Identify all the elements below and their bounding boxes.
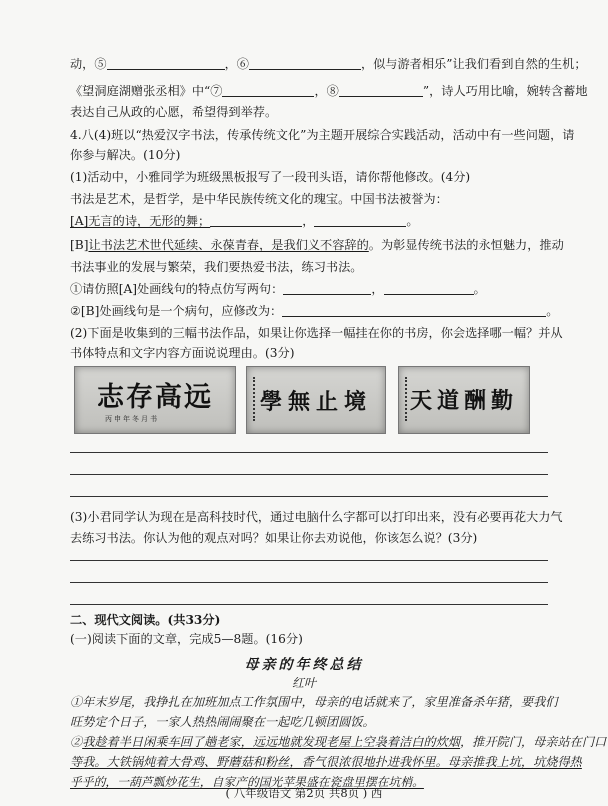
calligraphy-text: 志存高远 xyxy=(97,382,213,413)
article-paragraph: 乎乎的，一葫芦瓢炒花生，自家产的国光苹果盛在瓷盘里摆在坑梢。 xyxy=(70,775,424,789)
poem-fill-line-2 xyxy=(70,82,588,100)
seal-mark xyxy=(253,377,259,421)
question-4-1: (1)活动中，小雅同学为班级黑板报写了一段刊头语，请你帮他修改。(4分) xyxy=(70,170,471,184)
question-4-3-b: 去练习书法。你认为他的观点对吗？如果让你去劝说他，你该怎么说？(3分) xyxy=(70,531,478,545)
blank-6[interactable] xyxy=(249,57,361,70)
text: 。为彰显传统书法的永恒魅力，推动 xyxy=(368,238,564,252)
answer-line[interactable] xyxy=(70,582,548,583)
question-4-1-a xyxy=(70,280,560,298)
blank-a2[interactable] xyxy=(314,214,406,227)
text: [B] xyxy=(70,238,89,252)
blank-7[interactable] xyxy=(222,84,314,97)
article-author: 红叶 xyxy=(291,676,316,690)
blank-5[interactable] xyxy=(107,57,225,70)
text: ，似与游者相乐”让我们看到自然的生机； xyxy=(360,57,587,71)
text: ，⑧ xyxy=(314,84,339,98)
text: 。 xyxy=(473,282,486,296)
paragraph: 表达自己从政的心愿，希望得到举荐。 xyxy=(70,105,278,119)
calligraphy-inscription: 丙申年冬月书 xyxy=(105,415,159,423)
passage-line: 书法是艺术，是哲学，是中华民族传统文化的瑰宝。中国书法被誉为： xyxy=(70,192,448,206)
underlined-b: 让书法艺术世代延续、永葆青春，是我们义不容辞的 xyxy=(88,238,369,252)
blank-a1[interactable] xyxy=(210,214,302,227)
article-paragraph: ①年末岁尾，我挣扎在加班加点工作氛围中，母亲的电话就来了，家里准备杀年猪，要我们 xyxy=(70,695,558,709)
calligraphy-work-1 xyxy=(74,366,236,434)
text: 《望洞庭湖赠张丞相》中“⑦ xyxy=(70,84,223,98)
text: ， xyxy=(371,282,384,296)
subsection-heading: (一)阅读下面的文章，完成5—8题。(16分) xyxy=(70,632,303,646)
answer-line[interactable] xyxy=(70,452,548,453)
answer-line[interactable] xyxy=(70,560,548,561)
blank-8[interactable] xyxy=(339,84,423,97)
text: ， xyxy=(302,214,315,228)
calligraphy-work-3 xyxy=(398,366,530,434)
underlined-a: [A]无言的诗，无形的舞； xyxy=(70,214,211,228)
section-heading: 二、现代文阅读。(共33分) xyxy=(70,613,221,627)
passage-b xyxy=(70,236,564,254)
text: ”，诗人巧用比喻，婉转含蓄地 xyxy=(422,84,588,98)
text: 。 xyxy=(546,304,559,318)
text: ，推开院门，母亲站在门口 xyxy=(460,735,607,749)
article-paragraph: 旺势定个日子，一家人热热闹闹聚在一起吃几顿团圆饭。 xyxy=(70,715,375,729)
question-4-1-b xyxy=(70,302,560,320)
answer-line[interactable] xyxy=(70,474,548,475)
question-4-2: (2)下面是收集到的三幅书法作品，如果让你选择一幅挂在你的书房，你会选择哪一幅？并从 xyxy=(70,326,563,340)
answer-blank-2[interactable] xyxy=(384,282,474,295)
article-paragraph xyxy=(70,733,607,751)
underlined-sentence: 我趁着半日闲乘车回了趟老家，远远地就发现老屋上空袅着洁白的炊烟 xyxy=(82,735,460,749)
question-4-2-b: 书体特点和文字内容方面说说理由。(3分) xyxy=(70,346,295,360)
text: 动，⑤ xyxy=(70,57,107,71)
question-4-intro: 4.八(4)班以“热爱汉字书法，传承传统文化”为主题开展综合实践活动，活动中有一些问题，请 xyxy=(70,128,575,142)
text: ②[B]处画线句是一个病句，应修改为： xyxy=(70,304,283,318)
article-title: 母亲的年终总结 xyxy=(244,657,364,673)
poem-fill-line-1 xyxy=(70,55,587,73)
question-4-3: (3)小君同学认为现在是高科技时代，通过电脑什么字都可以打印出来，没有必要再花大力气 xyxy=(70,510,563,524)
question-4-score: 你参与解决。(10分) xyxy=(70,148,181,162)
calligraphy-work-2 xyxy=(246,366,386,434)
text: ①请仿照[A]处画线句的特点仿写两句： xyxy=(70,282,284,296)
text: ② xyxy=(70,735,83,749)
article-paragraph: 等我。大铁锅炖着大骨鸡、野蘑菇和粉丝，香气很浓很地扑进我怀里。母亲推我上坑，坑烧得热 xyxy=(70,755,582,769)
answer-line[interactable] xyxy=(70,496,548,497)
calligraphy-text: 學無止境 xyxy=(259,389,372,415)
answer-blank-3[interactable] xyxy=(282,304,546,317)
answer-blank-1[interactable] xyxy=(283,282,371,295)
passage-b-2: 书法事业的发展与繁荣，我们要热爱书法，练习书法。 xyxy=(70,260,363,274)
passage-a xyxy=(70,212,560,230)
calligraphy-text: 天道酬勤 xyxy=(409,388,518,414)
answer-line[interactable] xyxy=(70,604,548,605)
page-footer: ( 八年级语文 第2页 共8页 ) 西 xyxy=(225,786,383,800)
text: 。 xyxy=(406,214,419,228)
seal-mark xyxy=(405,377,411,421)
text: ，⑥ xyxy=(224,57,249,71)
